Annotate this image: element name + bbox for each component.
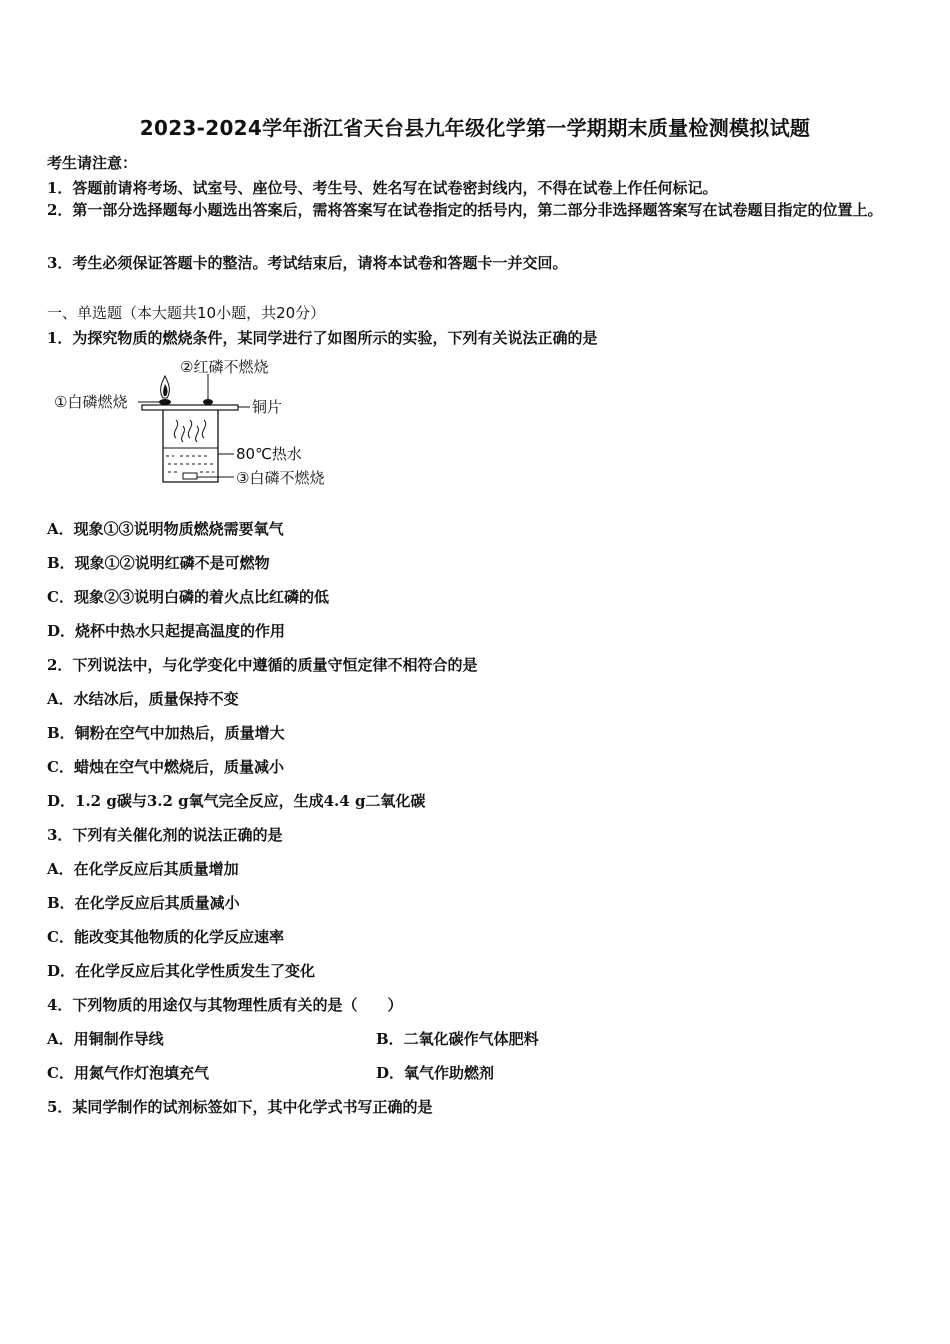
q3-option-b: B．在化学反应后其质量减小 (47, 894, 240, 912)
figure-label-copper: 铜片 (252, 398, 283, 416)
q4-option-b: B．二氧化碳作气体肥料 (376, 1030, 539, 1048)
combustion-experiment-figure (50, 352, 350, 492)
copper-plate (142, 405, 238, 410)
q1-option-c: C．现象②③说明白磷的着火点比红磷的低 (47, 588, 329, 606)
notice-item-3: 3．考生必须保证答题卡的整洁。考试结束后，请将本试卷和答题卡一并交回。 (47, 254, 568, 272)
question-3-stem: 3．下列有关催化剂的说法正确的是 (47, 826, 283, 844)
q3-option-d: D．在化学反应后其化学性质发生了变化 (47, 962, 316, 980)
question-1-stem: 1．为探究物质的燃烧条件，某同学进行了如图所示的实验，下列有关说法正确的是 (47, 329, 598, 347)
notice-item-1: 1．答题前请将考场、试室号、座位号、考生号、姓名写在试卷密封线内，不得在试卷上作任何标记。 (47, 179, 718, 197)
q2-option-d: D．1.2 g碳与3.2 g氧气完全反应，生成4.4 g二氧化碳 (47, 792, 426, 810)
notice-item-2: 2．第一部分选择题每小题选出答案后，需将答案写在试卷指定的括号内，第二部分非选择题答案写在试卷题目指定的位置上。 (47, 201, 883, 219)
q2-option-b: B．铜粉在空气中加热后，质量增大 (47, 724, 285, 742)
q2-option-a: A．水结冰后，质量保持不变 (47, 690, 239, 708)
q4-option-a: A．用铜制作导线 (47, 1030, 164, 1048)
question-2-stem: 2．下列说法中，与化学变化中遵循的质量守恒定律不相符合的是 (47, 656, 478, 674)
q3-option-c: C．能改变其他物质的化学反应速率 (47, 928, 284, 946)
q3-option-a: A．在化学反应后其质量增加 (47, 860, 239, 878)
figure-label-hot-water: 80℃热水 (236, 445, 302, 463)
question-4-stem: 4．下列物质的用途仅与其物理性质有关的是（ ） (47, 996, 403, 1014)
q1-option-d: D．烧杯中热水只起提高温度的作用 (47, 622, 286, 640)
figure-label-white-burning: ①白磷燃烧 (54, 393, 128, 411)
section-heading: 一、单选题（本大题共10小题，共20分） (47, 304, 326, 322)
flame-core-icon (163, 384, 167, 396)
notice-heading: 考生请注意： (47, 154, 138, 172)
q2-option-c: C．蜡烛在空气中燃烧后，质量减小 (47, 758, 284, 776)
q1-option-b: B．现象①②说明红磷不是可燃物 (47, 554, 270, 572)
figure-label-red-phosphorus: ②红磷不燃烧 (180, 358, 269, 376)
q4-option-d: D．氧气作助燃剂 (376, 1064, 495, 1082)
question-5-stem: 5．某同学制作的试剂标签如下，其中化学式书写正确的是 (47, 1098, 433, 1116)
red-phosphorus-lump (203, 399, 213, 405)
white-phosphorus-lump (159, 399, 171, 405)
figure-label-white-not-burning: ③白磷不燃烧 (236, 469, 325, 487)
submerged-white-phosphorus (183, 473, 197, 479)
q4-option-c: C．用氮气作灯泡填充气 (47, 1064, 209, 1082)
page-title: 2023-2024学年浙江省天台县九年级化学第一学期期末质量检测模拟试题 (139, 116, 811, 140)
q1-option-a: A．现象①③说明物质燃烧需要氧气 (47, 520, 284, 538)
